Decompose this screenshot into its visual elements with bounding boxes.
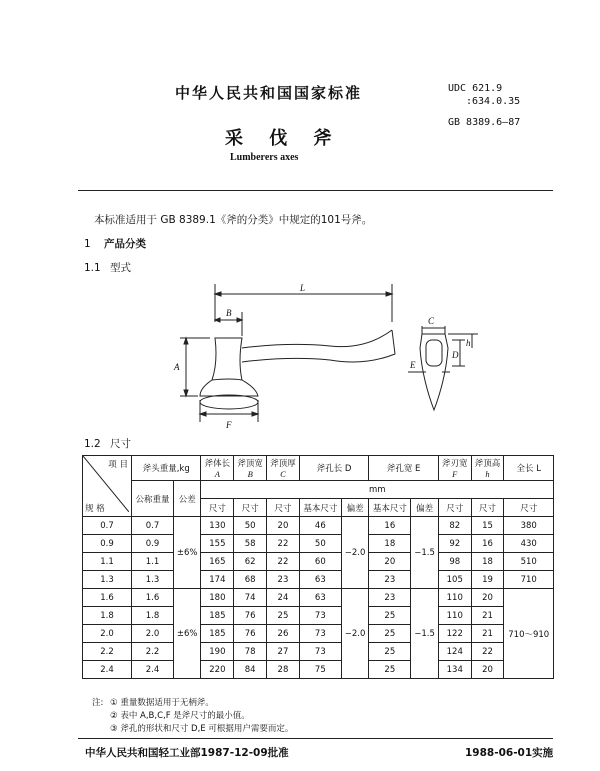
cell-nominal-weight: 2.4	[132, 661, 174, 679]
section-1-2-heading	[84, 436, 131, 451]
cell-A: 190	[201, 643, 234, 661]
head-C-symbol: C	[280, 469, 286, 479]
footer-rule	[78, 738, 553, 739]
head-h	[471, 456, 504, 481]
cell-L: 430	[504, 535, 554, 553]
cell-dev-E-group-2: −1.5	[411, 589, 439, 679]
dimension-table	[82, 455, 554, 679]
label-B: B	[226, 308, 232, 318]
cell-h: 15	[471, 517, 504, 535]
cell-D: 63	[299, 589, 341, 607]
cell-nominal-weight: 2.2	[132, 643, 174, 661]
sub-dev-D: 偏差	[341, 499, 369, 517]
head-C	[267, 456, 300, 481]
table-row	[83, 607, 554, 625]
document-title: 采 伐 斧	[225, 128, 342, 149]
table-row	[83, 661, 554, 679]
table-row	[83, 589, 554, 607]
cell-h: 22	[471, 643, 504, 661]
table-row	[83, 571, 554, 589]
cell-B: 62	[234, 553, 267, 571]
cell-nominal-weight: 1.1	[132, 553, 174, 571]
sub-size-B: 尺寸	[234, 499, 267, 517]
label-E: E	[410, 360, 416, 370]
corner-item-label: 项 目	[108, 460, 128, 470]
cell-L: 710	[504, 571, 554, 589]
label-A: A	[174, 362, 180, 372]
label-F: F	[226, 420, 232, 430]
cell-E: 25	[369, 661, 411, 679]
udc-line-2: :634.0.35	[466, 96, 521, 107]
note-1-text: ① 重量数据适用于无柄斧。	[110, 698, 214, 708]
cell-E: 18	[369, 535, 411, 553]
section-1-2-number: 1.2	[84, 438, 101, 450]
label-L: L	[300, 283, 306, 293]
section-1-title: 产品分类	[104, 238, 146, 250]
section-1-heading	[84, 236, 146, 251]
udc-block	[448, 82, 520, 129]
unit-mm: mm	[201, 481, 554, 499]
head-A-symbol: A	[214, 469, 220, 479]
cell-h: 19	[471, 571, 504, 589]
sub-size-C: 尺寸	[267, 499, 300, 517]
cell-F: 110	[438, 589, 471, 607]
table-row	[83, 553, 554, 571]
head-B-text: 斧顶宽	[237, 459, 263, 469]
approval-text: 中华人民共和国轻工业部1987-12-09批准	[85, 747, 289, 759]
cell-spec: 1.3	[83, 571, 132, 589]
cell-dev-E-group-1: −1.5	[411, 517, 439, 589]
cell-B: 58	[234, 535, 267, 553]
effective-date: 1988-06-01实施	[465, 747, 554, 759]
notes-label: 注:	[92, 698, 104, 708]
section-1-1-title: 型式	[110, 262, 131, 274]
cell-E: 25	[369, 625, 411, 643]
cell-B: 68	[234, 571, 267, 589]
cell-E: 20	[369, 553, 411, 571]
cell-F: 110	[438, 607, 471, 625]
cell-C: 27	[267, 643, 300, 661]
table-row	[83, 517, 554, 535]
cell-D: 46	[299, 517, 341, 535]
cell-C: 22	[267, 535, 300, 553]
head-E: 斧孔宽 E	[369, 456, 439, 481]
cell-B: 76	[234, 625, 267, 643]
cell-L-group-2: 710～910	[504, 589, 554, 679]
cell-D: 73	[299, 625, 341, 643]
cell-F: 98	[438, 553, 471, 571]
cell-tolerance-group-1: ±6%	[173, 517, 201, 589]
cell-F: 105	[438, 571, 471, 589]
cell-C: 23	[267, 571, 300, 589]
sub-basic-E: 基本尺寸	[369, 499, 411, 517]
head-A-text: 斧体长	[204, 459, 231, 469]
head-h-symbol: h	[485, 469, 490, 479]
sub-size-L: 尺寸	[504, 499, 554, 517]
cell-h: 20	[471, 661, 504, 679]
head-weight: 斧头重量,kg	[132, 456, 201, 481]
cell-spec: 1.6	[83, 589, 132, 607]
cell-E: 25	[369, 607, 411, 625]
head-F-symbol: F	[452, 469, 458, 479]
cell-h: 18	[471, 553, 504, 571]
document-title-en: Lumberers axes	[230, 152, 299, 163]
cell-F: 92	[438, 535, 471, 553]
cell-spec: 2.0	[83, 625, 132, 643]
cell-spec: 1.1	[83, 553, 132, 571]
cell-F: 82	[438, 517, 471, 535]
head-D: 斧孔长 D	[299, 456, 369, 481]
udc-line-1: UDC 621.9	[448, 83, 503, 94]
head-B-symbol: B	[247, 469, 253, 479]
cell-C: 20	[267, 517, 300, 535]
cell-D: 60	[299, 553, 341, 571]
cell-spec: 0.7	[83, 517, 132, 535]
cell-h: 21	[471, 607, 504, 625]
cell-E: 25	[369, 643, 411, 661]
handle-top	[242, 330, 392, 348]
table-row	[83, 535, 554, 553]
note-3: ③ 斧孔的形状和尺寸 D,E 可根据用户需要而定。	[110, 724, 294, 734]
cell-D: 63	[299, 571, 341, 589]
scope-paragraph: 本标准适用于 GB 8389.1《斧的分类》中规定的101号斧。	[94, 214, 373, 226]
cell-B: 84	[234, 661, 267, 679]
sub-size-A: 尺寸	[201, 499, 234, 517]
table-row	[83, 643, 554, 661]
head-h-text: 斧顶高	[474, 459, 501, 469]
sub-tolerance: 公差	[173, 481, 201, 517]
cell-dev-D-group-1: −2.0	[341, 517, 369, 589]
cell-E: 23	[369, 571, 411, 589]
cell-A: 165	[201, 553, 234, 571]
label-h: h	[466, 338, 471, 348]
head-B	[234, 456, 267, 481]
sub-basic-D: 基本尺寸	[299, 499, 341, 517]
label-D: D	[452, 350, 459, 360]
note-2: ② 表中 A,B,C,F 是斧尺寸的最小值。	[110, 711, 250, 721]
cell-C: 26	[267, 625, 300, 643]
issuer-title: 中华人民共和国国家标准	[175, 84, 363, 102]
cell-nominal-weight: 1.8	[132, 607, 174, 625]
cell-D: 73	[299, 607, 341, 625]
cell-F: 134	[438, 661, 471, 679]
section-1-1-heading	[84, 260, 131, 275]
cell-spec: 1.8	[83, 607, 132, 625]
cell-h: 21	[471, 625, 504, 643]
cell-dev-D-group-2: −2.0	[341, 589, 369, 679]
cell-D: 50	[299, 535, 341, 553]
cell-C: 22	[267, 553, 300, 571]
head-C-text: 斧顶厚	[270, 459, 296, 469]
cell-nominal-weight: 0.9	[132, 535, 174, 553]
cell-nominal-weight: 1.3	[132, 571, 174, 589]
cell-nominal-weight: 0.7	[132, 517, 174, 535]
cell-D: 75	[299, 661, 341, 679]
sub-dev-E: 偏差	[411, 499, 439, 517]
cell-C: 28	[267, 661, 300, 679]
cell-A: 185	[201, 607, 234, 625]
head-F	[438, 456, 471, 481]
sub-nominal-weight: 公称重量	[132, 481, 174, 517]
cell-F: 124	[438, 643, 471, 661]
table-row	[83, 625, 554, 643]
table-corner-cell	[83, 456, 132, 517]
head-F-text: 斧刃宽	[442, 459, 468, 469]
cell-nominal-weight: 1.6	[132, 589, 174, 607]
cell-C: 25	[267, 607, 300, 625]
cell-A: 185	[201, 625, 234, 643]
header-rule	[78, 190, 553, 191]
cell-B: 74	[234, 589, 267, 607]
sub-size-F: 尺寸	[438, 499, 471, 517]
cell-L: 510	[504, 553, 554, 571]
cell-A: 130	[201, 517, 234, 535]
cell-A: 220	[201, 661, 234, 679]
cell-A: 174	[201, 571, 234, 589]
cell-spec: 2.4	[83, 661, 132, 679]
cell-C: 24	[267, 589, 300, 607]
section-1-number: 1	[84, 238, 91, 250]
cell-D: 73	[299, 643, 341, 661]
eye-outline	[426, 340, 442, 366]
cell-nominal-weight: 2.0	[132, 625, 174, 643]
head-A	[201, 456, 234, 481]
cell-E: 23	[369, 589, 411, 607]
cell-spec: 0.9	[83, 535, 132, 553]
cell-tolerance-group-2: ±6%	[173, 589, 201, 679]
gb-number: GB 8389.6—87	[448, 117, 521, 128]
note-1	[92, 697, 293, 710]
cell-h: 20	[471, 589, 504, 607]
cell-B: 76	[234, 607, 267, 625]
section-1-2-title: 尺寸	[110, 438, 131, 450]
head-L: 全长 L	[504, 456, 554, 481]
cell-F: 122	[438, 625, 471, 643]
cell-h: 16	[471, 535, 504, 553]
label-C: C	[428, 316, 435, 326]
sub-size-h: 尺寸	[471, 499, 504, 517]
cell-A: 180	[201, 589, 234, 607]
cell-B: 50	[234, 517, 267, 535]
table-body	[83, 517, 554, 679]
cell-L: 380	[504, 517, 554, 535]
cell-A: 155	[201, 535, 234, 553]
section-1-1-number: 1.1	[84, 262, 101, 274]
cell-E: 16	[369, 517, 411, 535]
cell-B: 78	[234, 643, 267, 661]
notes-block	[92, 697, 293, 736]
corner-spec-label: 规 格	[85, 504, 105, 514]
axe-diagram	[160, 282, 480, 432]
axe-blade-edge	[200, 395, 258, 409]
cell-spec: 2.2	[83, 643, 132, 661]
